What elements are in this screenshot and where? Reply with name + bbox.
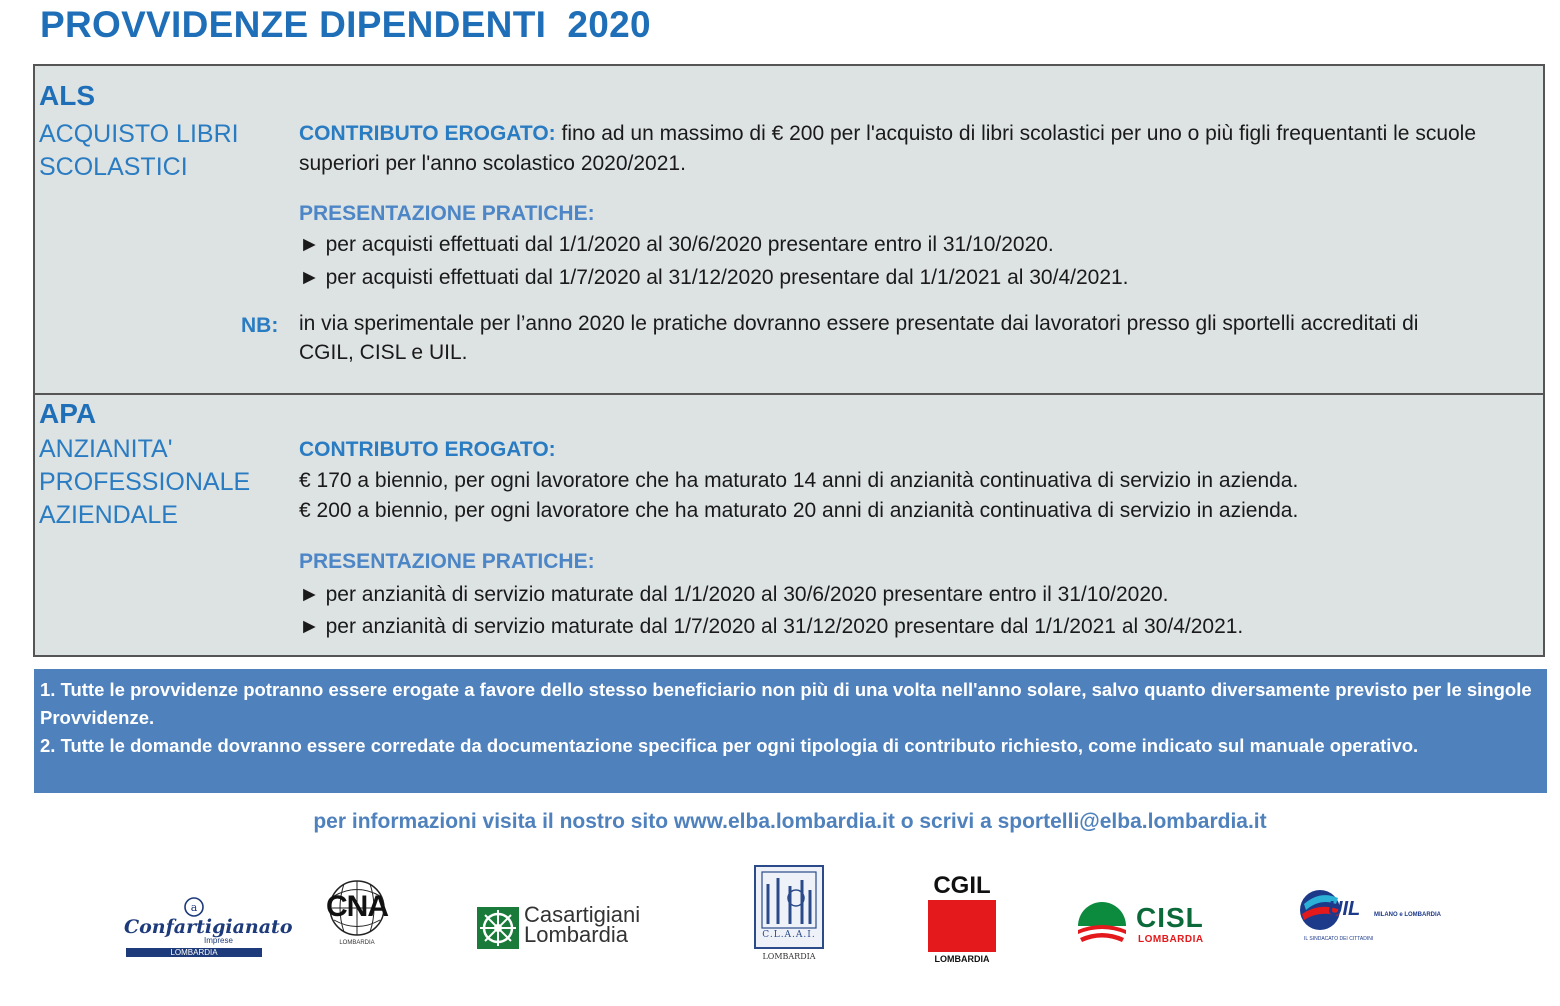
uil-logo [1298, 888, 1448, 944]
als-presentation-item: ► per acquisti effettuati dal 1/1/2020 al 30/6/2020 presentare entro il 31/10/2020. [299, 233, 1054, 256]
casartigiani-wheel-icon [476, 906, 520, 950]
als-code: ALS [39, 80, 95, 111]
casartigiani-region: Lombardia [524, 922, 628, 947]
info-line [0, 810, 1560, 834]
claai-logo [752, 864, 826, 962]
apa-panel [33, 393, 1545, 657]
cisl-sun-icon [1076, 900, 1128, 944]
uil-name: UIL [1328, 898, 1361, 920]
uil-region: MILANO e LOMBARDIA [1374, 912, 1441, 918]
svg-text:a: a [190, 901, 198, 914]
cna-region: LOMBARDIA [339, 940, 375, 946]
confartigianato-name: Confartigianato [124, 916, 293, 938]
als-nb-text: in via sperimentale per l’anno 2020 le pratiche dovranno essere presentate dai lavoratori presso gli sportelli accreditati di CGIL, CISL e UIL. [299, 312, 1419, 364]
info-prefix: per informazioni visita il nostro sito [313, 810, 674, 833]
als-name: ACQUISTO LIBRI SCOLASTICI [39, 120, 239, 181]
cisl-region: LOMBARDIA [1138, 934, 1204, 945]
apa-contribution-line: € 170 a biennio, per ogni lavoratore che ha maturato 14 anni di anzianità continuativa di servizio in azienda. [299, 469, 1299, 492]
als-panel [33, 64, 1545, 395]
als-presentation-item: ► per acquisti effettuati dal 1/7/2020 al 31/12/2020 presentare dal 1/1/2021 al 30/4/2021. [299, 266, 1129, 289]
cgil-logo [926, 874, 998, 964]
cisl-name: CISL [1136, 902, 1204, 933]
apa-presentation-label: PRESENTAZIONE PRATICHE: [299, 550, 595, 573]
info-email-link[interactable]: sportelli@elba.lombardia.it [997, 810, 1267, 833]
claai-name: C.L.A.A.I. [762, 930, 816, 940]
apa-contribution-label: CONTRIBUTO EROGATO: [299, 438, 556, 461]
als-contribution-label: CONTRIBUTO EROGATO: [299, 122, 556, 145]
info-site-link[interactable]: www.elba.lombardia.it [673, 810, 895, 833]
cna-logo [322, 878, 392, 950]
cgil-name: CGIL [933, 872, 991, 899]
uil-tagline: IL SINDACATO DEI CITTADINI [1304, 936, 1374, 942]
apa-contribution-line: € 200 a biennio, per ogni lavoratore che ha maturato 20 anni di anzianità continuativa di servizio in azienda. [299, 499, 1299, 522]
als-contribution [299, 119, 1499, 179]
als-contribution-text: fino ad un massimo di € 200 per l'acquisto di libri scolastici per uno o più figli frequentanti le scuole superiori per l'anno scolastico 2020/2021. [299, 122, 1477, 175]
cgil-square-icon [928, 900, 996, 952]
als-presentation-label: PRESENTAZIONE PRATICHE: [299, 202, 595, 225]
apa-code: APA [39, 398, 97, 429]
casartigiani-name: Casartigiani [524, 902, 641, 927]
cgil-region: LOMBARDIA [934, 954, 990, 964]
page-title: PROVVIDENZE DIPENDENTI 2020 [40, 4, 651, 45]
als-nb-label: NB: [241, 314, 279, 337]
cna-name: CNA [326, 890, 388, 923]
note-item: 2. Tutte le domande dovranno essere corredate da documentazione specifica per ogni tipologia di contributo richiesto, come indicato sul manuale operativo. [40, 735, 1419, 756]
confartigianato-region: LOMBARDIA [170, 948, 218, 957]
apa-presentation-item: ► per anzianità di servizio maturate dal 1/1/2020 al 30/6/2020 presentare entro il 31/10/2020. [299, 583, 1169, 606]
apa-name: ANZIANITA' PROFESSIONALE AZIENDALE [39, 435, 251, 529]
info-middle: o scrivi a [894, 810, 998, 833]
note-item: 1. Tutte le provvidenze potranno essere erogate a favore dello stesso beneficiario non più di una volta nell'anno solare, salvo quanto diversamente previsto per le singole Provvidenze. [40, 679, 1532, 728]
casartigiani-logo [476, 904, 656, 952]
notes-box [34, 669, 1547, 793]
apa-presentation-item: ► per anzianità di servizio maturate dal 1/7/2020 al 31/12/2020 presentare dal 1/1/2021 al 30/4/2021. [299, 615, 1244, 638]
logos-row [0, 860, 1560, 1000]
confartigianato-logo [124, 896, 293, 958]
claai-region: LOMBARDIA [762, 952, 816, 961]
confartigianato-sub: Imprese [204, 936, 233, 945]
cisl-logo [1076, 898, 1226, 948]
